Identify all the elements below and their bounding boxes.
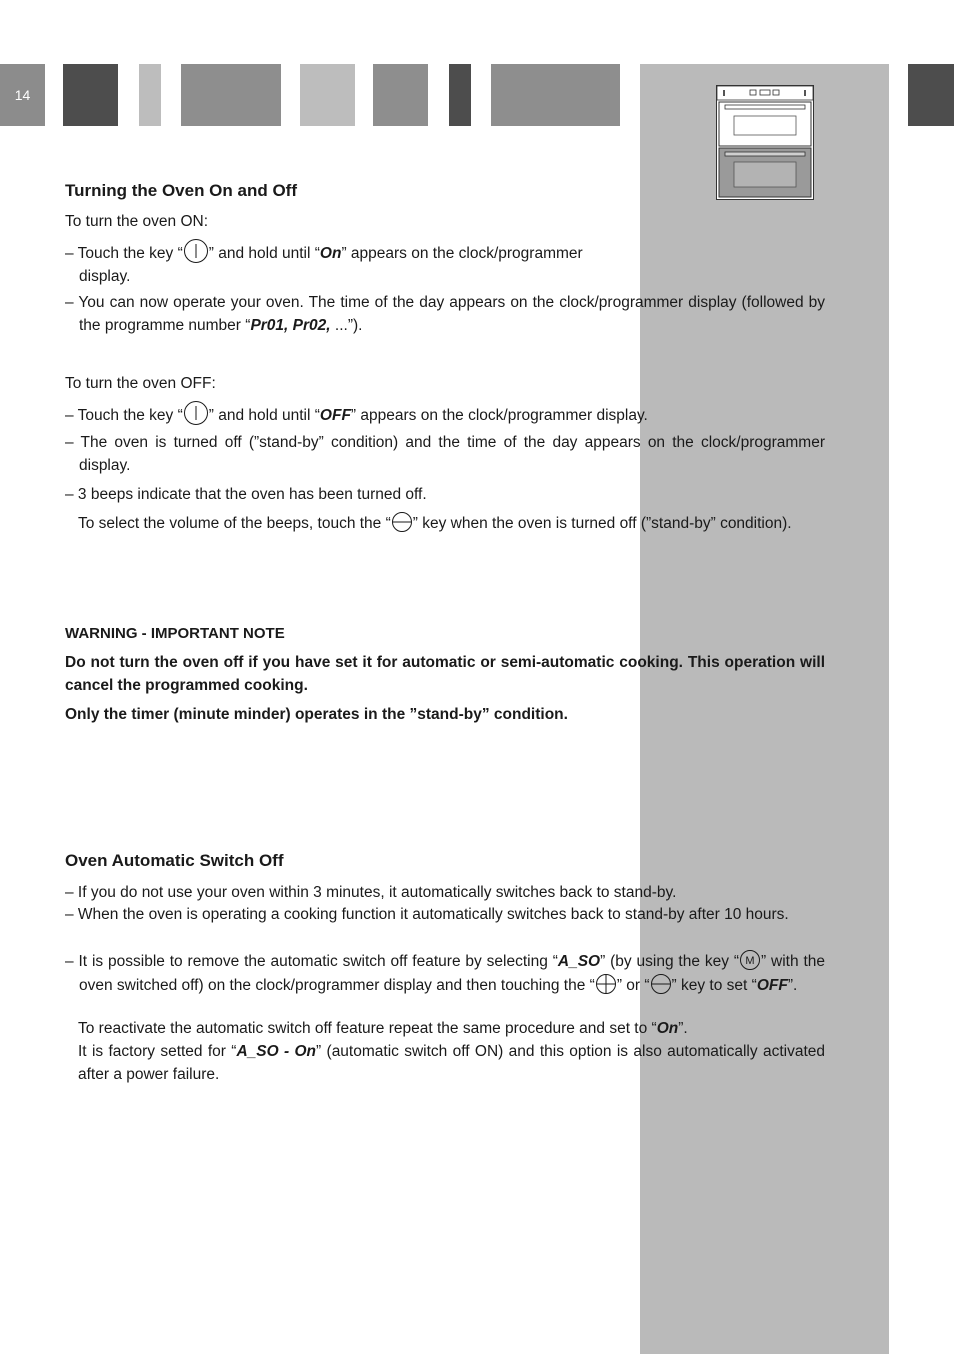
section-title-on-off: Turning the Oven On and Off	[65, 181, 298, 200]
header-block	[139, 64, 161, 126]
power-key-icon	[183, 238, 209, 264]
page-number: 14	[14, 87, 31, 103]
off-intro: To turn the oven OFF:	[65, 375, 216, 392]
header-block	[908, 64, 954, 126]
m-key-icon	[739, 949, 761, 971]
reactivate-note: To reactivate the automatic switch off feature repeat the same procedure and set to “On”.	[78, 1020, 688, 1037]
minus-key-icon	[650, 973, 672, 995]
on-step-2: – You can now operate your oven. The time of the day appears on the clock/programmer display (followed by the programme number “Pr01, Pr02, ...”).	[65, 294, 825, 334]
page-number-box	[0, 64, 45, 126]
factory-note: It is factory setted for “A_SO - On” (automatic switch off ON) and this option is also automatically activated after a power failure.	[78, 1043, 825, 1083]
header-block	[491, 64, 620, 126]
auto-off-item-1: – If you do not use your oven within 3 minutes, it automatically switches back to stand-by.	[65, 884, 677, 901]
off-step-1: – Touch the key “ ” and hold until “OFF” appears on the clock/programmer display.	[65, 400, 825, 427]
header-block	[373, 64, 428, 126]
auto-off-item-3: – It is possible to remove the automatic switch off feature by selecting “A_SO” (by using the key “ M ” with the oven switched off) on the clock/programmer display and then touching the “ ” or “ ” key to set “OFF”.	[65, 949, 825, 997]
warning-text-1: Do not turn the oven off if you have set it for automatic or semi-automatic cooking. This operation will cancel the programmed cooking.	[65, 654, 825, 694]
off-step-3: – 3 beeps indicate that the oven has been turned off.	[65, 486, 427, 503]
header-block	[181, 64, 281, 126]
on-step-1: – Touch the key “ ” and hold until “On” appears on the clock/programmer display.	[65, 238, 635, 288]
plus-key-icon	[595, 973, 617, 995]
header-block	[300, 64, 355, 126]
header-block	[63, 64, 118, 126]
off-step-2: – The oven is turned off (”stand-by” condition) and the time of the day appears on the clock/programmer display.	[65, 434, 825, 474]
svg-text:M: M	[745, 955, 755, 967]
power-key-icon	[183, 400, 209, 426]
volume-note: To select the volume of the beeps, touch the “ ” key when the oven is turned off (”stand-by” condition).	[78, 511, 825, 535]
warning-title: WARNING - IMPORTANT NOTE	[65, 625, 285, 642]
on-intro: To turn the oven ON:	[65, 213, 209, 230]
section-title-auto-off: Oven Automatic Switch Off	[65, 851, 284, 870]
minus-key-icon	[391, 511, 413, 533]
auto-off-item-2: – When the oven is operating a cooking function it automatically switches back to stand-by after 10 hours.	[65, 906, 789, 923]
warning-text-2: Only the timer (minute minder) operates in the ”stand-by” condition.	[65, 706, 568, 723]
header-block	[449, 64, 471, 126]
